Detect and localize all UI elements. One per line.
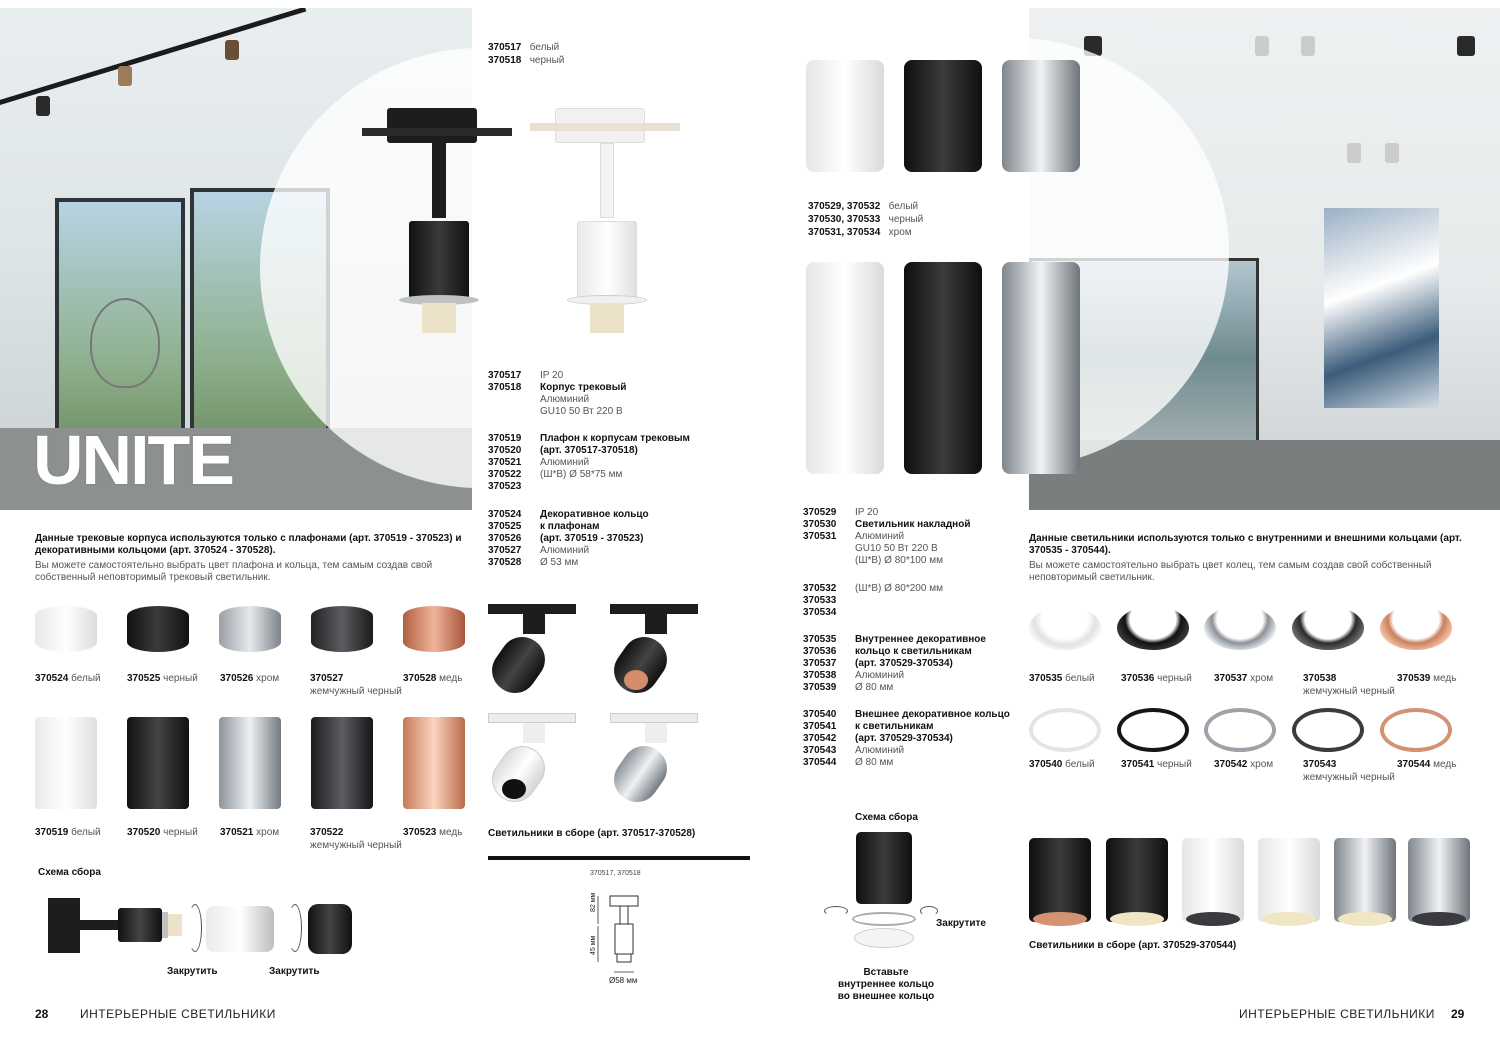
code: 370540 [803,709,837,720]
inner-ring-label [1397,672,1456,685]
color-codes-right [808,200,923,239]
spec-codes-1 [488,370,521,394]
interior-photo-right [1029,8,1500,510]
assembly-scheme-right [820,828,940,968]
ip-rating: IP 20 [855,507,879,518]
code: 370522 [310,827,344,838]
shade-pearl-black [311,717,373,809]
ceiling-spot [1385,143,1399,163]
material: Алюминий [855,670,905,681]
dimensions: (Ш*В) Ø 80*100 мм [855,555,943,566]
code: 370534 [803,607,837,618]
dimensions: (Ш*В) Ø 80*200 мм [855,583,943,594]
code: 370525 [488,521,522,532]
code: 370541 [1121,759,1155,770]
assembled-white-black [1182,838,1244,922]
track-adapter-white [530,103,680,148]
shade-chrome [219,717,281,809]
spec-codes-r1 [803,507,836,543]
scheme-label-1: Закрутить [167,966,218,977]
color: жемчужный черный [310,686,402,697]
color: черный [163,827,198,838]
ring-pearl-black [311,606,373,652]
material: Алюминий [855,531,905,542]
inner-ring-label [1029,672,1095,685]
track-adapter-black [362,103,512,148]
spec-desc-3 [540,509,649,569]
inner-ring-label [1214,672,1273,685]
spec-desc-r1 [855,507,970,567]
assembled-caption: Светильники в сборе (арт. 370517-370528) [488,828,696,839]
code: 370528 [403,673,437,684]
assembled-white [488,713,578,803]
shade-copper [403,717,465,809]
outer-ring-label [1214,758,1273,771]
color: хром [256,673,280,684]
material: Алюминий [855,745,905,756]
code: 370531 [803,531,837,542]
spec-codes-r2 [803,583,836,619]
scheme-insert [836,967,936,1003]
ip-rating: IP 20 [540,370,564,381]
code: 370523 [488,481,522,492]
scheme-title-right: Схема сбора [855,812,918,823]
ring-copper [403,606,465,652]
ceiling-spot [1255,36,1269,56]
inner-ring-chrome [1204,606,1276,650]
code: 370523 [403,827,437,838]
inner-ring-black [1117,606,1189,650]
inner-ring-copper [1380,606,1452,650]
color: медь [439,673,463,684]
intro-right [1029,533,1465,584]
outer-ring-black [1117,708,1189,752]
code: 370532 [803,583,837,594]
cyl-tall-black [904,262,982,474]
top-color-codes [488,41,564,67]
ring-label [35,672,101,685]
code: 370517 [488,370,522,381]
product-name: Декоративное кольцо [540,509,649,520]
code: 370544 [803,757,837,768]
product-name-cont: кольцо к светильникам [855,646,972,657]
ring-label [403,672,462,685]
code: 370530, 370533 [808,214,881,225]
cyl-short-white [806,60,884,172]
ring-black [127,606,189,652]
track-spot [118,66,132,86]
scheme-title: Схема сбора [38,867,101,878]
spec-codes-r4 [803,709,836,769]
code: 370530 [803,519,837,530]
product-name: Корпус трековый [540,382,627,393]
shade-label [127,826,198,839]
code: 370517 [488,42,522,53]
floor [1029,440,1500,510]
color: черный [1157,673,1192,684]
code: 370536 [803,646,837,657]
product-name-cont: к плафонам [540,521,600,532]
ring-label [310,672,402,698]
code: 370538 [803,670,837,681]
code: 370519 [35,827,69,838]
code: 370521 [220,827,254,838]
code: 370522 [488,469,522,480]
code: 370524 [488,509,522,520]
color: белый [1065,673,1095,684]
ring-label [220,672,279,685]
color: медь [1433,673,1457,684]
code: 370529, 370532 [808,201,881,212]
code: 370526 [488,533,522,544]
code: 370538 [1303,673,1337,684]
drawing-caption: 370517, 370518 [590,870,641,877]
shade-black [127,717,189,809]
color: черный [529,55,565,66]
color: медь [439,827,463,838]
cyl-tall-white [806,262,884,474]
outer-ring-chrome [1204,708,1276,752]
shade-white [35,717,97,809]
product-ref: (арт. 370519 - 370523) [540,533,644,544]
code: 370518 [488,382,522,393]
code: 370524 [35,673,69,684]
page-number-left: 28 [35,1007,49,1021]
page-number-right: 29 [1451,1007,1465,1021]
inner-ring-label [1121,672,1192,685]
track-spot [225,40,239,60]
shade-label [403,826,462,839]
spec-desc-r2 [855,583,943,595]
dimension-45: 45 мм [590,935,597,955]
outer-ring-label [1397,758,1456,771]
outer-ring-copper [1380,708,1452,752]
assembled-black [488,604,578,694]
dimension-58: Ø58 мм [609,976,638,985]
code: 370544 [1397,759,1431,770]
color: белый [529,42,560,53]
section-title-right: ИНТЕРЬЕРНЫЕ СВЕТИЛЬНИКИ [1239,1007,1435,1021]
color: белый [71,827,101,838]
hanging-chair [90,298,160,388]
intro-text: Вы можете самостоятельно выбрать цвет плафона и кольца, тем самым создав свой собственный неповторимый трековый светильник. [35,560,433,583]
inner-ring-white [1029,606,1101,650]
product-ref: (арт. 370517-370518) [540,445,638,456]
scheme-insert-line: внутреннее кольцо [838,979,934,990]
product-name-cont: к светильникам [855,721,934,732]
color: хром [1250,759,1274,770]
assembled-white-white [1258,838,1320,922]
code: 370535 [1029,673,1063,684]
color: белый [888,201,919,212]
divider-bar [488,856,750,860]
shade-label [310,826,402,852]
intro-text: Вы можете самостоятельно выбрать цвет колец, тем самым создав свой собственный неповторимый светильник. [1029,560,1432,583]
code: 370542 [1214,759,1248,770]
color: хром [256,827,280,838]
color: черный [163,673,198,684]
inner-ring-label [1303,672,1395,698]
dimension-82: 82 мм [590,892,597,912]
assembled-black-copper [1029,838,1091,922]
outer-ring-white [1029,708,1101,752]
code: 370537 [1214,673,1248,684]
product-name: Внешнее декоративное кольцо [855,709,1010,720]
diameter: Ø 53 мм [540,557,579,568]
ceiling-spot [1457,36,1475,56]
code: 370540 [1029,759,1063,770]
color: черный [1157,759,1192,770]
ring-chrome [219,606,281,652]
code: 370531, 370534 [808,227,881,238]
material: Алюминий [540,545,590,556]
diameter: Ø 80 мм [855,682,894,693]
color: черный [888,214,924,225]
code: 370543 [1303,759,1337,770]
code: 370537 [803,658,837,669]
spec-desc-r3 [855,634,986,694]
code: 370533 [803,595,837,606]
ceiling-spot [1301,36,1315,56]
ring-white [35,606,97,652]
shade-label [35,826,101,839]
assembled-copper [610,604,700,694]
color: белый [1065,759,1095,770]
code: 370527 [310,673,344,684]
section-title-left: ИНТЕРЬЕРНЫЕ СВЕТИЛЬНИКИ [80,1007,276,1021]
outer-ring-pearl-black [1292,708,1364,752]
outer-ring-label [1029,758,1095,771]
intro-left [35,533,471,584]
inner-ring-pearl-black [1292,606,1364,650]
intro-bold: Данные трековые корпуса используются только с плафонами (арт. 370519 - 370523) и декоративными кольцоми (арт. 370524 - 370528). [35,533,462,556]
product-name: Светильник накладной [855,519,971,530]
scheme-insert-line: во внешнее кольцо [837,991,935,1002]
code: 370527 [488,545,522,556]
material: Алюминий [540,457,590,468]
brand-title: UNITE [33,421,233,499]
assembled-chrome [610,713,700,803]
cyl-tall-chrome [1002,262,1080,474]
ring-label [127,672,198,685]
assembly-scheme-left [38,886,358,966]
code: 370525 [127,673,161,684]
color: хром [1250,673,1274,684]
assembled-black-white [1106,838,1168,922]
product-name: Внутреннее декоративное [855,634,986,645]
code: 370539 [1397,673,1431,684]
dimensions: (Ш*В) Ø 58*75 мм [540,469,623,480]
code: 370543 [803,745,837,756]
scheme-twist: Закрутите [936,918,986,929]
code: 370529 [803,507,837,518]
scheme-insert-line: Вставьте [863,967,909,978]
color: жемчужный черный [1303,772,1395,783]
shade-label [220,826,279,839]
product-name: Плафон к корпусам трековым [540,433,690,444]
wall-painting [1324,208,1439,408]
color: белый [71,673,101,684]
color: жемчужный черный [1303,686,1395,697]
spec-codes-3 [488,509,521,569]
intro-bold: Данные светильники используются только с внутренними и внешними кольцами (арт. 370535 - 370544). [1029,533,1462,556]
cyl-short-chrome [1002,60,1080,172]
power: GU10 50 Вт 220 В [540,406,623,417]
product-ref: (арт. 370529-370534) [855,658,953,669]
material: Алюминий [540,394,590,405]
code: 370520 [488,445,522,456]
color: хром [888,227,912,238]
code: 370539 [803,682,837,693]
code: 370521 [488,457,522,468]
spec-desc-r4 [855,709,1010,769]
assembled-chrome-white [1334,838,1396,922]
code: 370528 [488,557,522,568]
color: жемчужный черный [310,840,402,851]
code: 370520 [127,827,161,838]
code: 370526 [220,673,254,684]
spec-codes-2 [488,433,521,493]
cyl-short-black [904,60,982,172]
track-spot [36,96,50,116]
power: GU10 50 Вт 220 В [855,543,938,554]
scheme-label-2: Закрутить [269,966,320,977]
outer-ring-label [1121,758,1192,771]
code: 370519 [488,433,522,444]
code: 370541 [803,721,837,732]
code: 370542 [803,733,837,744]
spec-desc-1 [540,370,626,418]
spec-codes-r3 [803,634,836,694]
code: 370518 [488,55,522,66]
product-ref: (арт. 370529-370534) [855,733,953,744]
spec-desc-2 [540,433,690,481]
assembled-chrome-black [1408,838,1470,922]
track-rail [0,8,306,108]
color: медь [1433,759,1457,770]
assembled-caption-right: Светильники в сборе (арт. 370529-370544) [1029,940,1237,951]
ceiling-spot [1347,143,1361,163]
outer-ring-label [1303,758,1395,784]
code: 370535 [803,634,837,645]
code: 370536 [1121,673,1155,684]
diameter: Ø 80 мм [855,757,894,768]
